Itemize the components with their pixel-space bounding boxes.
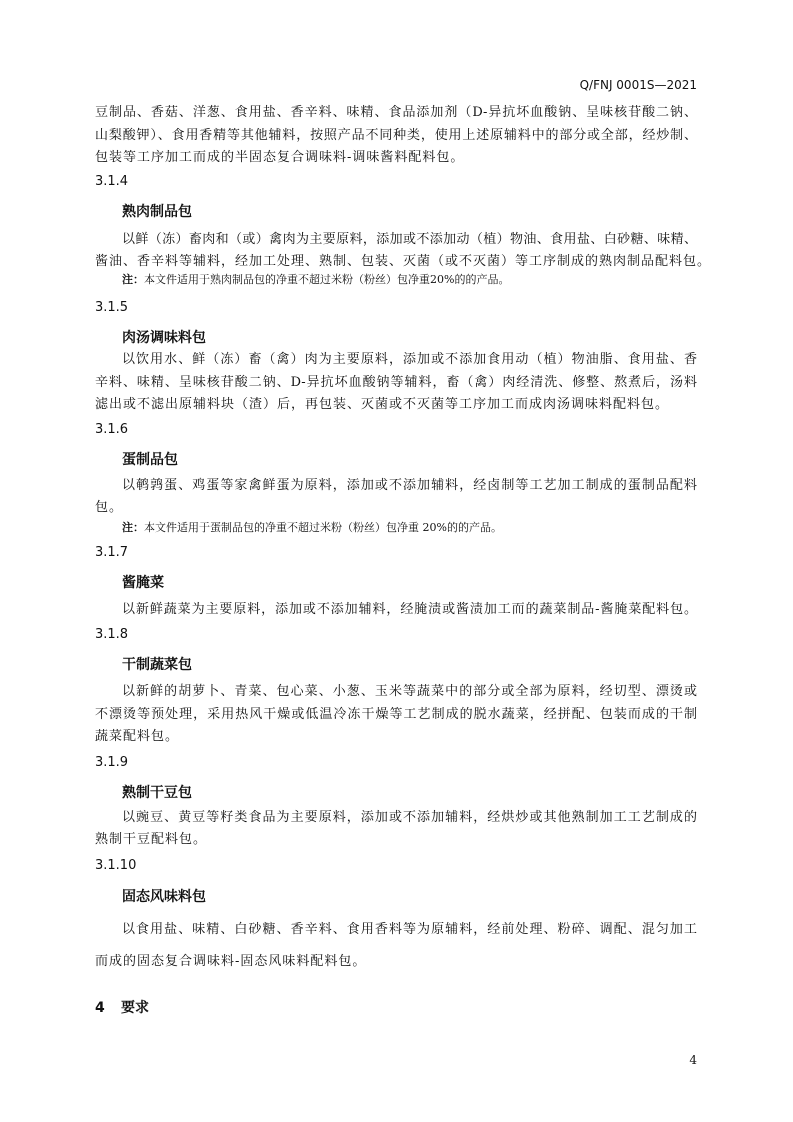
page-number: 4: [689, 1053, 697, 1067]
section-title: 熟制干豆包: [122, 785, 192, 801]
section-number: 3.1.10: [95, 858, 137, 873]
section-number: 3.1.9: [95, 755, 129, 770]
section-title: 干制蔬菜包: [122, 657, 192, 673]
paragraph-line: 山梨酸钾）、食用香精等其他辅料，按照产品不同种类，使用上述原辅料中的部分或全部，经炒制、: [95, 128, 697, 143]
paragraph-line: 以豌豆、黄豆等籽类食品为主要原料，添加或不添加辅料，经烘炒或其他熟制加工工艺制成的: [122, 810, 697, 825]
paragraph-line: 而成的固态复合调味料-固态风味料配料包。: [95, 954, 367, 969]
section-title: 蛋制品包: [122, 452, 178, 468]
section-number: 3.1.8: [95, 627, 129, 642]
paragraph-line: 以新鲜蔬菜为主要原料，添加或不添加辅料，经腌渍或酱渍加工而的蔬菜制品-酱腌菜配料包。: [122, 602, 697, 617]
paragraph-line: 以新鲜的胡萝卜、青菜、包心菜、小葱、玉米等蔬菜中的部分或全部为原料，经切型、漂烫或: [122, 684, 697, 699]
paragraph-line: 以食用盐、味精、白砂糖、香辛料、食用香料等为原辅料，经前处理、粉碎、调配、混匀加工: [122, 922, 697, 937]
paragraph-line: 包。: [95, 500, 124, 515]
note-text: 本文件适用于蛋制品包的净重不超过米粉（粉丝）包净重 20%的的产品。: [144, 521, 502, 534]
paragraph-line: 以鲜（冻）畜肉和（或）禽肉为主要原料，添加或不添加动（植）物油、食用盐、白砂糖、味精、: [122, 232, 697, 247]
section-note: [122, 520, 697, 536]
paragraph-line: 包装等工序加工而成的半固态复合调味料-调味酱料配料包。: [95, 150, 465, 165]
paragraph-line: 以饮用水、鲜（冻）畜（禽）肉为主要原料，添加或不添加食用动（植）物油脂、食用盐、香: [122, 352, 697, 367]
section-note: [122, 272, 697, 288]
document-code-header: Q/FNJ 0001S—2021: [579, 78, 697, 92]
paragraph-line: 不漂烫等预处理，采用热风干燥或低温冷冻干燥等工艺制成的脱水蔬菜，经拼配、包装而成的干制: [95, 707, 697, 722]
paragraph-line: 酱油、香辛料等辅料，经加工处理、熟制、包装、灭菌（或不灭菌）等工序制成的熟肉制品配料包。: [95, 254, 712, 269]
section-number: 3.1.7: [95, 545, 129, 560]
paragraph-line: 滤出或不滤出原辅料块（渣）后，再包装、灭菌或不灭菌等工序加工而成肉汤调味料配料包。: [95, 397, 670, 412]
section-title: 固态风味料包: [122, 889, 206, 905]
section-title: 熟肉制品包: [122, 204, 192, 220]
paragraph-line: 辛料、味精、呈味核苷酸二钠、D-异抗坏血酸钠等辅料，畜（禽）肉经清洗、修整、熬煮后，汤料: [95, 375, 697, 390]
chapter-title: 要求: [121, 1000, 149, 1016]
paragraph-line: 熟制干豆配料包。: [95, 832, 208, 847]
note-text: 本文件适用于熟肉制品包的净重不超过米粉（粉丝）包净重20%的的产品。: [144, 273, 510, 286]
section-title: 酱腌菜: [122, 575, 164, 591]
section-number: 3.1.5: [95, 300, 129, 315]
section-title: 肉汤调味料包: [122, 330, 206, 346]
paragraph-line: 豆制品、香菇、洋葱、食用盐、香辛料、味精、食品添加剂（D-异抗坏血酸钠、呈味核苷酸二钠、: [95, 105, 697, 120]
note-label: 注：: [122, 273, 144, 286]
chapter-number: 4: [95, 1000, 105, 1016]
paragraph-line: 蔬菜配料包。: [95, 729, 180, 744]
paragraph-line: 以鹌鹑蛋、鸡蛋等家禽鲜蛋为原料，添加或不添加辅料，经卤制等工艺加工制成的蛋制品配料: [122, 478, 697, 493]
note-label: 注：: [122, 521, 144, 534]
section-number: 3.1.4: [95, 174, 129, 189]
section-number: 3.1.6: [95, 422, 129, 437]
